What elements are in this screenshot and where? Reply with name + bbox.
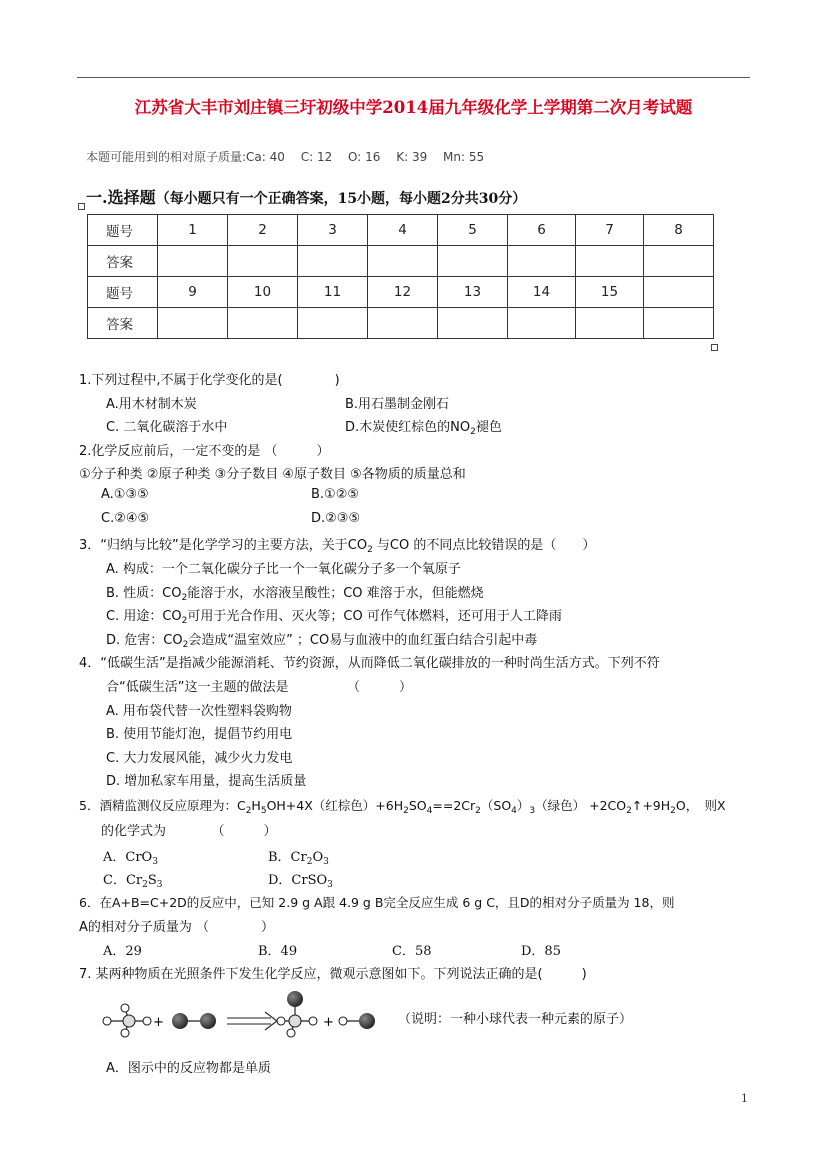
q2-option-c: C.②④⑤ [101,511,150,526]
q4-option-c: C. 大力发展风能，减少火力发电 [106,751,293,766]
answer-cell[interactable] [644,246,714,277]
q6-stem-line2: A的相对分子质量为 （ ） [79,920,275,935]
answer-cell[interactable] [368,308,438,339]
q7-stem: 7. 某两种物质在光照条件下发生化学反应，微观示意图如下。下列说法正确的是( ) [79,967,587,982]
exam-title: 江苏省大丰市刘庄镇三圩初级中学2014届九年级化学上学期第二次月考试题 [134,98,693,117]
q4-stem-line2: 合“低碳生活”这一主题的做法是 （ ） [106,680,412,695]
answer-cell[interactable] [228,308,298,339]
answer-cell[interactable] [298,308,368,339]
answer-cell[interactable] [158,308,228,339]
question-number-cell [644,277,714,308]
row-label: 答案 [88,246,158,277]
question-number-cell: 9 [158,277,228,308]
reactant-molecule-1 [103,1004,151,1037]
q5-option-b: B．$Cr_2O_3$ [268,850,329,867]
reactant-molecule-2 [172,1013,216,1029]
q4-option-a: A. 用布袋代替一次性塑料袋购物 [106,704,292,719]
q6-option-d: D．85 [521,944,561,959]
plus-sign-2: + [323,1015,334,1030]
q3-option-c: C. 用途：$CO_2$可用于光合作用、灭火等；CO 可作气体燃料，还可用于人工降雨 [106,609,562,626]
q2-stem: 2.化学反应前后，一定不变的是 （ ） [79,444,330,459]
q2-option-a: A.①③⑤ [101,487,149,502]
q1-option-c: C. 二氧化碳溶于水中 [106,420,228,435]
q3-stem: 3．“归纳与比较”是化学学习的主要方法，关于$CO_2$ 与CO 的不同点比较错误的是（ ） [79,538,596,555]
answer-cell[interactable] [438,308,508,339]
section-title: 一.选择题 [86,188,156,207]
question-number-cell: 13 [438,277,508,308]
q1-option-a: A.用木材制木炭 [106,397,197,412]
question-number-cell: 2 [228,215,298,246]
q7-option-a: A．图示中的反应物都是单质 [106,1061,271,1076]
answer-table-row [88,246,714,277]
question-number-cell: 15 [576,277,644,308]
reaction-diagram [95,988,385,1050]
q5-option-a: A．CrO$_3$ [103,850,158,867]
q1-option-d: D.木炭使红棕色的$NO_2$褪色 [345,420,502,437]
question-number-cell: 8 [644,215,714,246]
answer-cell[interactable] [438,246,508,277]
q2-items: ①分子种类 ②原子种类 ③分子数目 ④原子数目 ⑤各物质的质量总和 [79,467,466,482]
diagram-legend: （说明：一种小球代表一种元素的原子） [398,1012,633,1027]
question-number-cell: 5 [438,215,508,246]
product-molecule-2 [339,1013,375,1029]
section-heading [86,185,526,208]
q6-option-c: C．58 [392,944,432,959]
question-number-cell: 6 [508,215,576,246]
answer-cell[interactable] [644,308,714,339]
answer-cell[interactable] [158,246,228,277]
q1-option-b: B.用石墨制金刚石 [345,397,450,412]
row-label: 题号 [88,277,158,308]
q6-option-b: B．49 [258,944,298,959]
answer-cell[interactable] [508,246,576,277]
q4-option-b: B. 使用节能灯泡，提倡节约用电 [106,727,293,742]
product-molecule-1 [277,991,317,1037]
q6-stem-line1: 6．在A+B=C+2D的反应中，已知 2.9 g A跟 4.9 g B完全反应生成 6 g C，且D的相对分子质量为 18，则 [79,895,675,910]
q4-stem-line1: 4．“低碳生活”是指减少能源消耗、节约资源，从而降低二氧化碳排放的一种时尚生活方式。下列不符 [79,656,660,671]
question-number-cell: 4 [368,215,438,246]
q2-option-b: B.①②⑤ [311,487,360,502]
section-subtitle: （每小题只有一个正确答案，15小题，每小题2分共30分） [155,191,527,207]
answer-cell[interactable] [576,308,644,339]
answer-table-row [88,308,714,339]
table-resize-handle[interactable] [711,344,718,351]
answer-cell[interactable] [368,246,438,277]
question-number-cell: 14 [508,277,576,308]
q3-option-b: B. 性质：$CO_2$能溶于水，水溶液呈酸性；CO 难溶于水，但能燃烧 [106,586,484,603]
reaction-arrow-icon [227,1012,277,1030]
q1-stem: 1.下列过程中,不属于化学变化的是( ) [79,373,340,388]
question-number-cell: 1 [158,215,228,246]
answer-table [87,214,714,339]
question-number-cell: 10 [228,277,298,308]
header-rule [77,77,750,78]
q2-option-d: D.②③⑤ [311,511,361,526]
answer-table-row [88,277,714,308]
row-label: 题号 [88,215,158,246]
question-number-cell: 7 [576,215,644,246]
q3-option-d: D. 危害：$CO_2$会造成“温室效应” ；CO易与血液中的血红蛋白结合引起中毒 [106,633,538,650]
page-number: 1 [741,1092,748,1105]
question-number-cell: 3 [298,215,368,246]
plus-sign-1: + [153,1015,164,1030]
question-number-cell: 11 [298,277,368,308]
answer-cell[interactable] [508,308,576,339]
atomic-mass-note: 本题可能用到的相对原子质量:Ca: 40 C: 12 O: 16 K: 39 Mn: 55 [86,150,485,164]
question-number-cell: 12 [368,277,438,308]
q5-stem-line1: 5．酒精监测仪反应原理为：$C_2H_5OH+4X$（红棕色）$+6H_2SO_4==2Cr_2(SO_4)_3$（绿色） $+2CO_2↑+9H_2O$， 则X [79,798,726,816]
q3-option-a: A. 构成：一个二氧化碳分子比一个一氧化碳分子多一个氧原子 [106,562,461,577]
answer-cell[interactable] [228,246,298,277]
q5-option-c: C．$Cr_2S_3$ [103,873,163,890]
row-label: 答案 [88,308,158,339]
answer-cell[interactable] [576,246,644,277]
answer-table-row [88,215,714,246]
q5-stem-line2: 的化学式为 （ ） [101,824,277,839]
q4-option-d: D. 增加私家车用量，提高生活质量 [106,774,307,789]
answer-cell[interactable] [298,246,368,277]
q6-option-a: A．29 [103,944,142,959]
q5-option-d: D．CrSO$_3$ [268,873,333,890]
table-move-handle[interactable] [78,203,85,210]
